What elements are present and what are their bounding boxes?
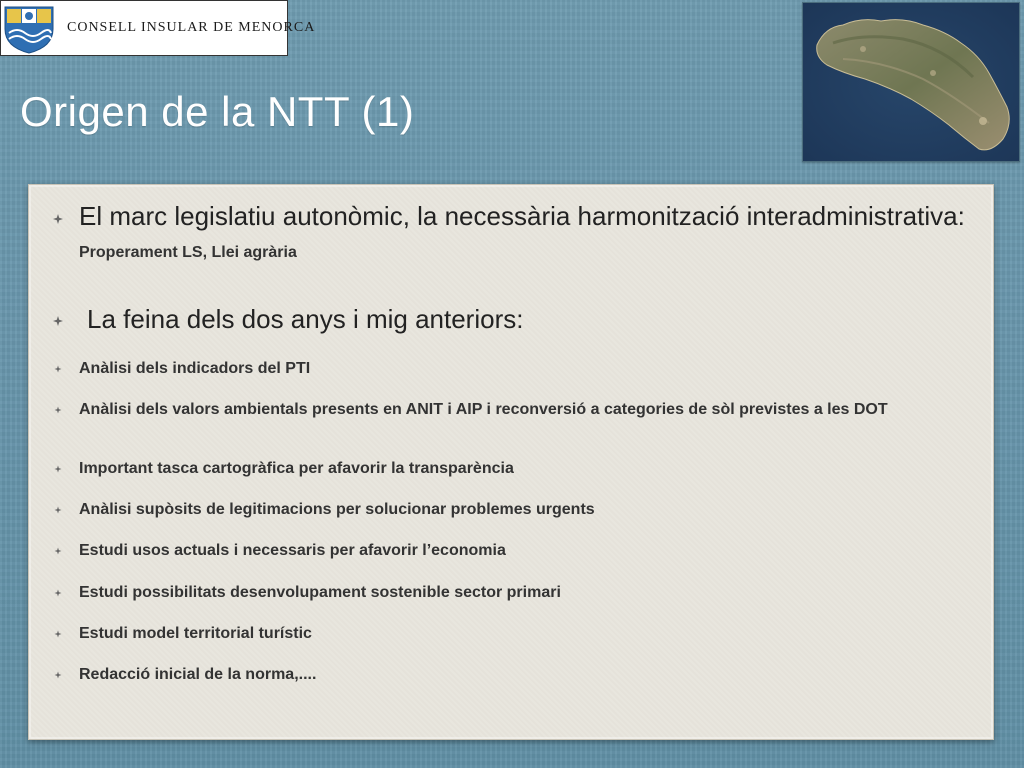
flower-bullet-icon <box>54 547 62 555</box>
flower-bullet-icon <box>54 589 62 597</box>
list-item: Anàlisi supòsits de legitimacions per solucionar problemes urgents <box>79 501 595 518</box>
flower-bullet-icon <box>54 671 62 679</box>
flower-bullet-icon <box>54 630 62 638</box>
content-panel <box>28 184 994 740</box>
list-item: Redacció inicial de la norma,.... <box>79 666 317 683</box>
list-item: Anàlisi dels valors ambientals presents en ANIT i AIP i reconversió a categories de sòl previstes a les DOT <box>79 401 888 418</box>
list-item: Anàlisi dels indicadors del PTI <box>79 360 311 377</box>
list-item: Estudi model territorial turístic <box>79 625 312 642</box>
header-strip <box>0 0 316 56</box>
flower-bullet-icon <box>52 213 64 225</box>
point1-main-text: El marc legislatiu autonòmic, la necessària harmonització interadministrativa: <box>79 201 965 231</box>
point1-note: Properament LS, Llei agrària <box>79 244 297 261</box>
coat-of-arms-icon <box>1 1 57 55</box>
island-satellite-image <box>802 2 1020 162</box>
list-item: Estudi possibilitats desenvolupament sostenible sector primari <box>79 584 561 601</box>
flower-bullet-icon <box>54 465 62 473</box>
flower-bullet-icon <box>52 315 64 327</box>
point-legislative-framework <box>79 200 979 269</box>
point-previous-work: La feina dels dos anys i mig anteriors: <box>87 304 524 334</box>
flower-bullet-icon <box>54 365 62 373</box>
list-item: Estudi usos actuals i necessaris per afavorir l’economia <box>79 542 506 559</box>
flower-bullet-icon <box>54 506 62 514</box>
flower-bullet-icon <box>54 406 62 414</box>
organization-name: CONSELL INSULAR DE MENORCA <box>67 20 316 35</box>
list-item: Important tasca cartogràfica per afavorir la transparència <box>79 460 514 477</box>
slide-title: Origen de la NTT (1) <box>20 88 415 135</box>
